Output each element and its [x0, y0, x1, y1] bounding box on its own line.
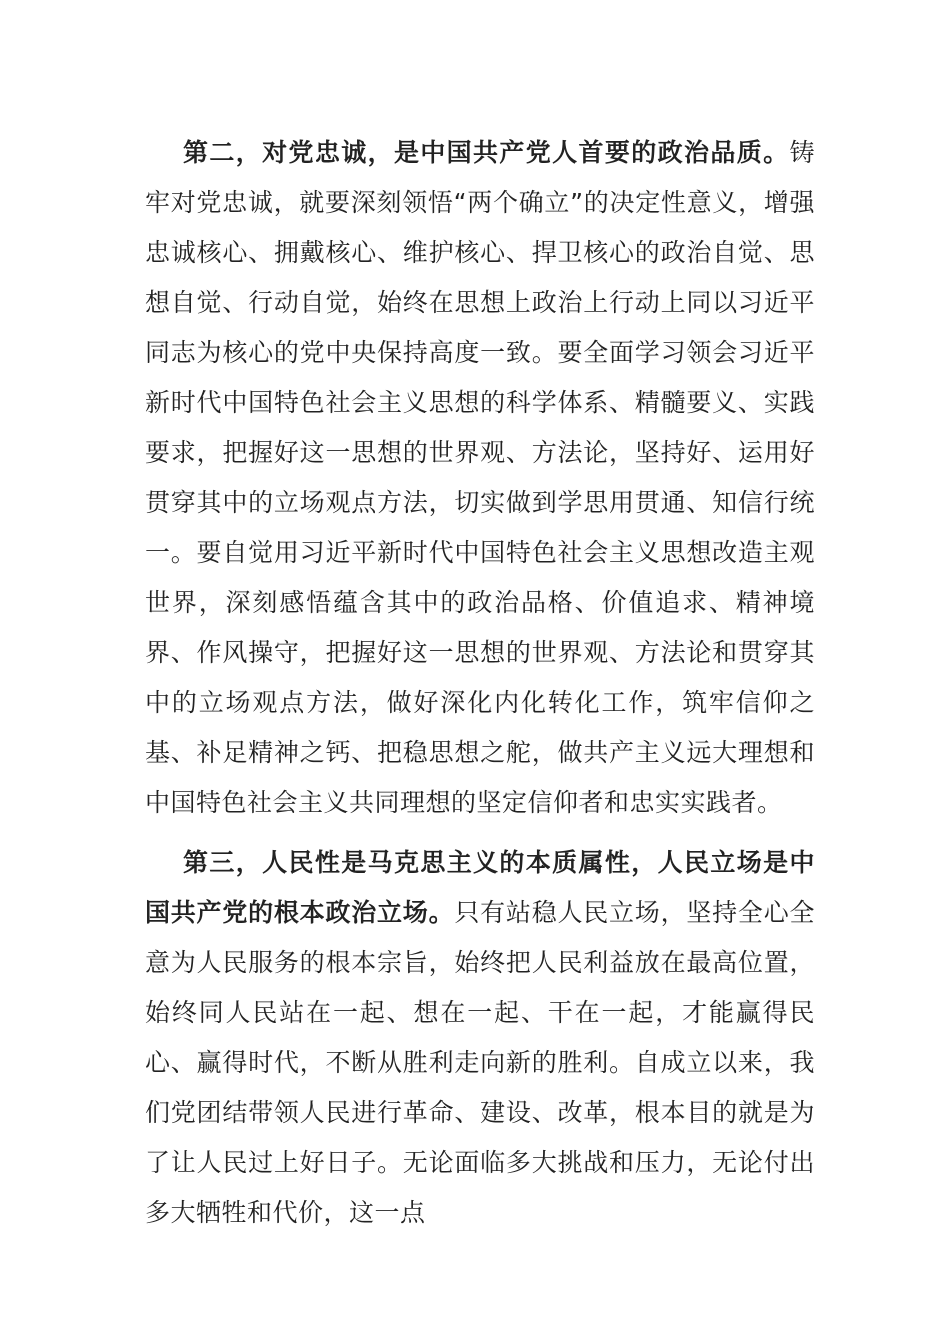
paragraph-lead: 第二，对党忠诚，是中国共产党人首要的政治品质。: [183, 138, 790, 167]
paragraph-people: [145, 838, 815, 1238]
paragraph-loyalty: [145, 128, 815, 828]
document-page: [145, 128, 815, 1248]
paragraph-lead: 第三，人民性是马克思主义的本质属性，人民立场是中国共产党的根本政治立场。: [145, 848, 815, 927]
paragraph-body: 铸牢对党忠诚，就要深刻领悟“两个确立”的决定性意义，增强忠诚核心、拥戴核心、维护核心、捍卫核心的政治自觉、思想自觉、行动自觉，始终在思想上政治上行动上同以习近平同志为核心的党中央保持高度一致。要全面学习领会习近平新时代中国特色社会主义思想的科学体系、精髓要义、实践要求，把握好这一思想的世界观、方法论，坚持好、运用好贯穿其中的立场观点方法，切实做到学思用贯通、知信行统一。要自觉用习近平新时代中国特色社会主义思想改造主观世界，深刻感悟蕴含其中的政治品格、价值追求、精神境界、作风操守，把握好这一思想的世界观、方法论和贯穿其中的立场观点方法，做好深化内化转化工作，筑牢信仰之基、补足精神之钙、把稳思想之舵，做共产主义远大理想和中国特色社会主义共同理想的坚定信仰者和忠实实践者。: [145, 138, 815, 817]
paragraph-body: 只有站稳人民立场，坚持全心全意为人民服务的根本宗旨，始终把人民利益放在最高位置，始终同人民站在一起、想在一起、干在一起，才能赢得民心、赢得时代，不断从胜利走向新的胜利。自成立以来，我们党团结带领人民进行革命、建设、改革，根本目的就是为了让人民过上好日子。无论面临多大挑战和压力，无论付出多大牺牲和代价，这一点: [145, 898, 815, 1227]
